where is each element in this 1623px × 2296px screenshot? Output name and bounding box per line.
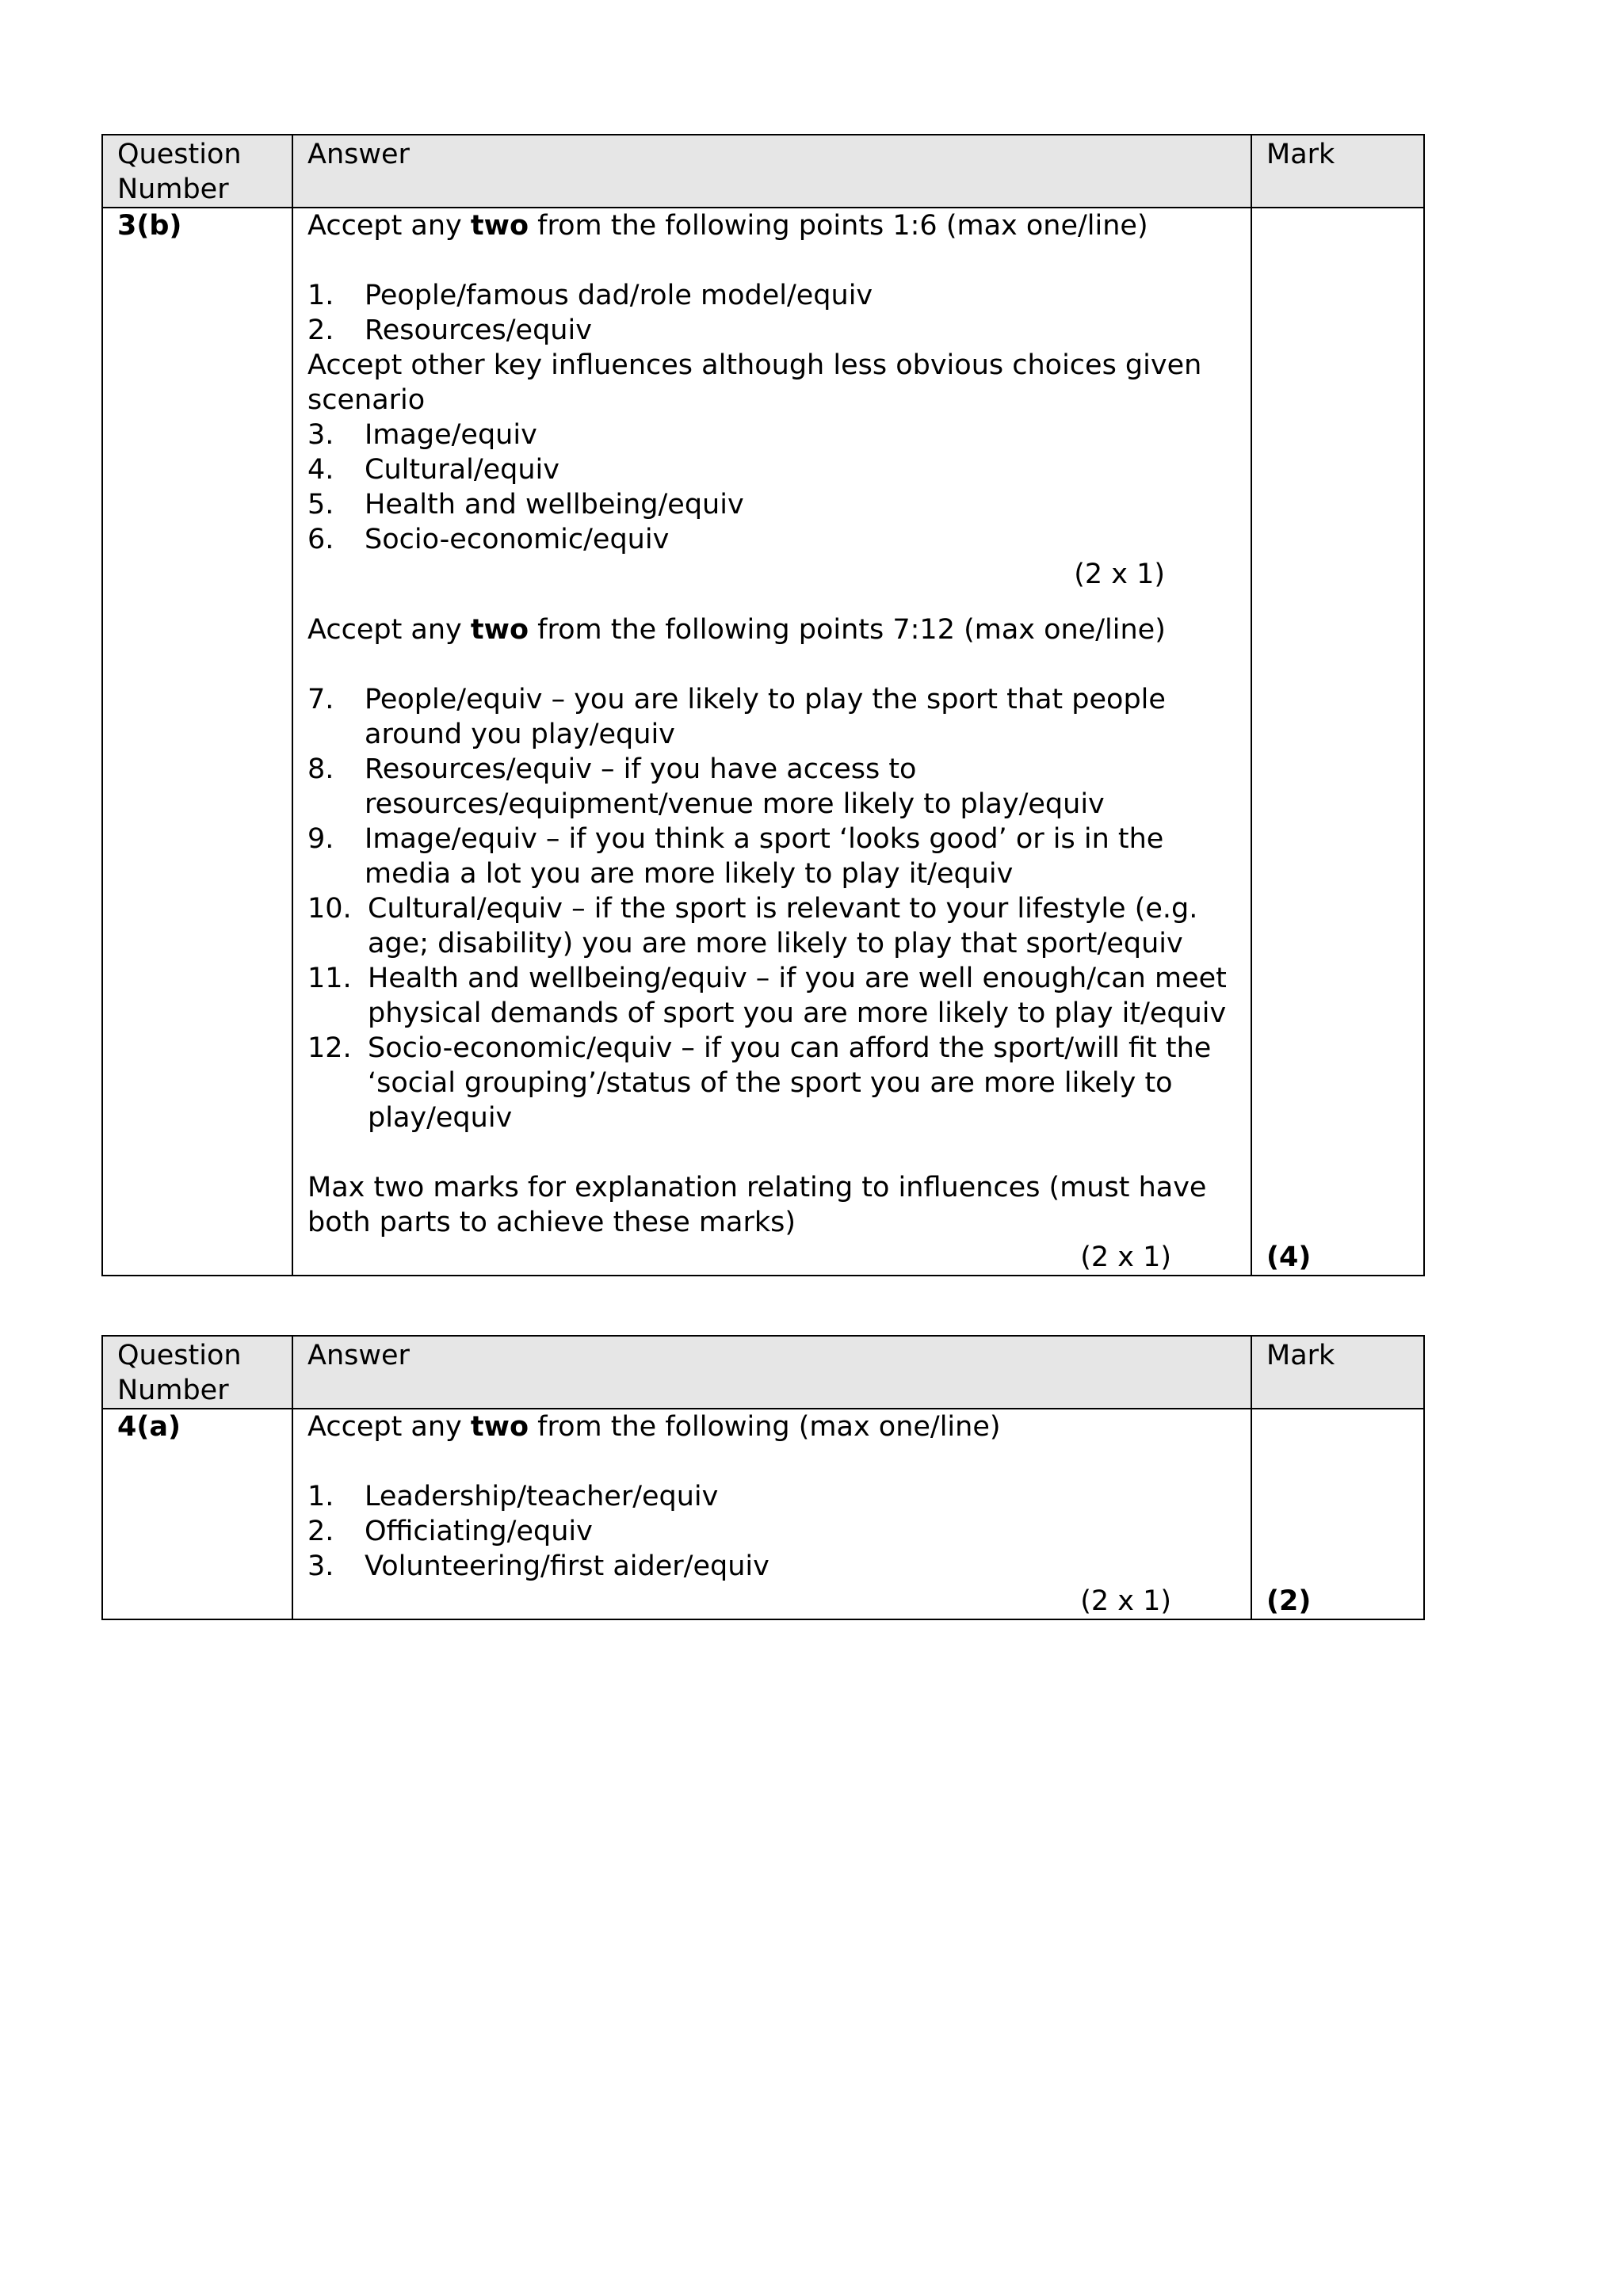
answer-header: Answer <box>292 1336 1251 1409</box>
mark-scheme-table-3b <box>101 134 1425 1276</box>
table-header-row <box>102 1336 1424 1409</box>
max-marks-note: Max two marks for explanation relating to influences (must have both parts to achieve these marks) <box>307 1172 1207 1238</box>
mark-scheme-table-4a <box>101 1335 1425 1620</box>
list-item: 2. Officiating/equiv <box>307 1516 593 1547</box>
list-item: 4. Cultural/equiv <box>307 454 559 486</box>
part2-subtotal: (2 x 1) <box>1080 1241 1171 1273</box>
question-row <box>102 1409 1424 1619</box>
list-item: 8. Resources/equiv – if you have access to resources/equipment/venue more likely to play/equiv <box>307 753 1105 820</box>
subtotal: (2 x 1) <box>1080 1585 1171 1617</box>
list-item: 3. Volunteering/first aider/equiv <box>307 1550 769 1582</box>
answer-cell <box>292 208 1251 1276</box>
list-item: 9. Image/equiv – if you think a sport ‘looks good’ or is in the media a lot you are more likely to play it/equiv <box>307 823 1164 890</box>
question-number-cell <box>102 208 292 1276</box>
part1-intro: Accept any two from the following points 1:6 (max one/line) <box>307 210 1148 242</box>
list-item: 2. Resources/equiv <box>307 315 592 346</box>
list-item: 11. Health and wellbeing/equiv – if you are well enough/can meet physical demands of sport you are more likely to play it/equiv <box>307 963 1227 1029</box>
list-item: 3. Image/equiv <box>307 419 537 451</box>
list-item: 1. Leadership/teacher/equiv <box>307 1481 719 1512</box>
list-item: 7. People/equiv – you are likely to play the sport that people around you play/equiv <box>307 684 1166 750</box>
answer-list <box>307 1479 1238 1584</box>
answer-header: Answer <box>292 135 1251 208</box>
part2-list <box>307 682 1238 1135</box>
list-item: 12. Socio-economic/equiv – if you can afford the sport/will fit the ‘social grouping’/status of the sport you are more likely to play/equiv <box>307 1032 1212 1134</box>
list-item: 10. Cultural/equiv – if the sport is relevant to your lifestyle (e.g. age; disability) you are more likely to play that sport/equiv <box>307 893 1198 959</box>
list-item: 1. People/famous dad/role model/equiv <box>307 280 873 311</box>
part2-intro: Accept any two from the following points 7:12 (max one/line) <box>307 614 1166 646</box>
mark-value: (4) <box>1266 1241 1312 1273</box>
part1-subtotal: (2 x 1) <box>1074 559 1165 590</box>
part1-note: Accept other key influences although less obvious choices given scenario <box>307 349 1202 416</box>
mark-header: Mark <box>1251 1336 1424 1409</box>
table-header-row <box>102 135 1424 208</box>
intro: Accept any two from the following (max one/line) <box>307 1411 1001 1443</box>
mark-cell <box>1251 1409 1424 1619</box>
mark-header: Mark <box>1251 135 1424 208</box>
question-number-cell <box>102 1409 292 1619</box>
question-number-header: Question Number <box>102 135 292 208</box>
part1-list-a <box>307 278 1238 348</box>
mark-cell <box>1251 208 1424 1276</box>
question-number: 3(b) <box>117 210 182 242</box>
question-number-header: Question Number <box>102 1336 292 1409</box>
list-item: 5. Health and wellbeing/equiv <box>307 489 744 521</box>
question-row <box>102 208 1424 1276</box>
question-number: 4(a) <box>117 1411 181 1443</box>
list-item: 6. Socio-economic/equiv <box>307 524 670 555</box>
part1-list-b <box>307 418 1238 557</box>
mark-value: (2) <box>1266 1585 1312 1617</box>
answer-cell <box>292 1409 1251 1619</box>
